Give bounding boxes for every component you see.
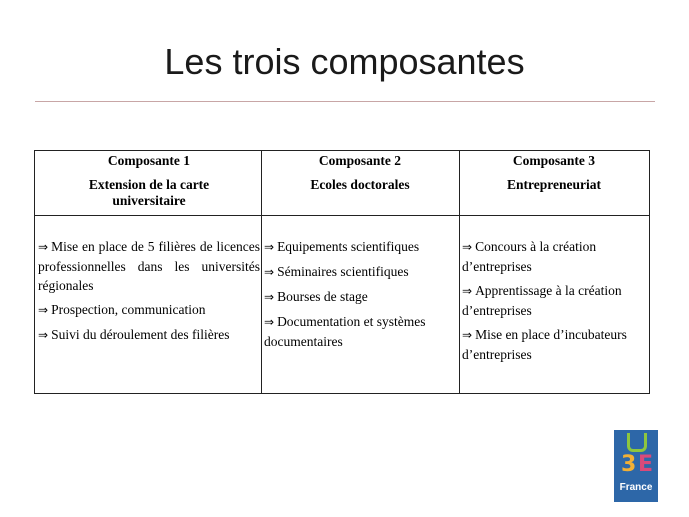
- list-item-text: Prospection, communication: [51, 302, 206, 317]
- column-title: Composante 1: [107, 153, 191, 168]
- list-item-text: Bourses de stage: [277, 289, 368, 304]
- components-table: [34, 150, 650, 394]
- column-title: Composante 3: [512, 153, 596, 168]
- logo-letter-u: [627, 433, 647, 452]
- implies-arrow-icon: ⇒: [264, 240, 275, 254]
- logo-numeral-3: 3: [621, 452, 637, 477]
- column-divider: [459, 151, 460, 393]
- implies-arrow-icon: ⇒: [38, 328, 49, 342]
- ufe-france-logo-icon: [614, 430, 658, 502]
- list-item: [264, 262, 456, 282]
- logo-word: France: [619, 482, 653, 493]
- column-body-1: [38, 237, 260, 350]
- list-item: [462, 325, 646, 364]
- column-body-2: [264, 237, 456, 356]
- column-header-3: [461, 153, 647, 193]
- list-item-text: Equipements scientifiques: [277, 239, 420, 254]
- list-item: [38, 300, 260, 320]
- column-subtitle: Extension de la carte universitaire: [88, 177, 210, 208]
- list-item-text: Mise en place de 5 filières de licences professionnelles dans les universités régionales: [38, 239, 260, 293]
- list-item: [462, 281, 646, 320]
- list-item-text: Concours à la création d’entreprises: [462, 239, 597, 274]
- title-divider: [35, 101, 655, 102]
- list-item-text: Séminaires scientifiques: [277, 264, 409, 279]
- slide-title: Les trois composantes: [164, 41, 525, 82]
- column-header-1: [39, 153, 259, 209]
- column-header-2: [263, 153, 457, 193]
- list-item: [38, 325, 260, 345]
- implies-arrow-icon: ⇒: [38, 240, 49, 254]
- list-item: [264, 312, 456, 351]
- logo-letter-e: E: [638, 452, 654, 477]
- implies-arrow-icon: ⇒: [462, 284, 473, 298]
- list-item-text: Apprentissage à la création d’entreprises: [462, 283, 622, 318]
- column-subtitle: Ecoles doctorales: [310, 177, 410, 192]
- list-item-text: Mise en place d’incubateurs d’entreprises: [462, 327, 627, 362]
- column-body-3: [462, 237, 646, 369]
- column-title: Composante 2: [318, 153, 402, 168]
- list-item: [38, 237, 260, 295]
- implies-arrow-icon: ⇒: [264, 265, 275, 279]
- column-subtitle: Entrepreneuriat: [507, 177, 601, 192]
- list-item: [264, 237, 456, 257]
- implies-arrow-icon: ⇒: [264, 315, 275, 329]
- implies-arrow-icon: ⇒: [38, 303, 49, 317]
- list-item: [264, 287, 456, 307]
- list-item-text: Documentation et systèmes documentaires: [264, 314, 426, 349]
- implies-arrow-icon: ⇒: [462, 328, 473, 342]
- implies-arrow-icon: ⇒: [462, 240, 473, 254]
- column-divider: [261, 151, 262, 393]
- list-item: [462, 237, 646, 276]
- list-item-text: Suivi du déroulement des filières: [51, 327, 230, 342]
- implies-arrow-icon: ⇒: [264, 290, 275, 304]
- header-divider: [35, 215, 649, 216]
